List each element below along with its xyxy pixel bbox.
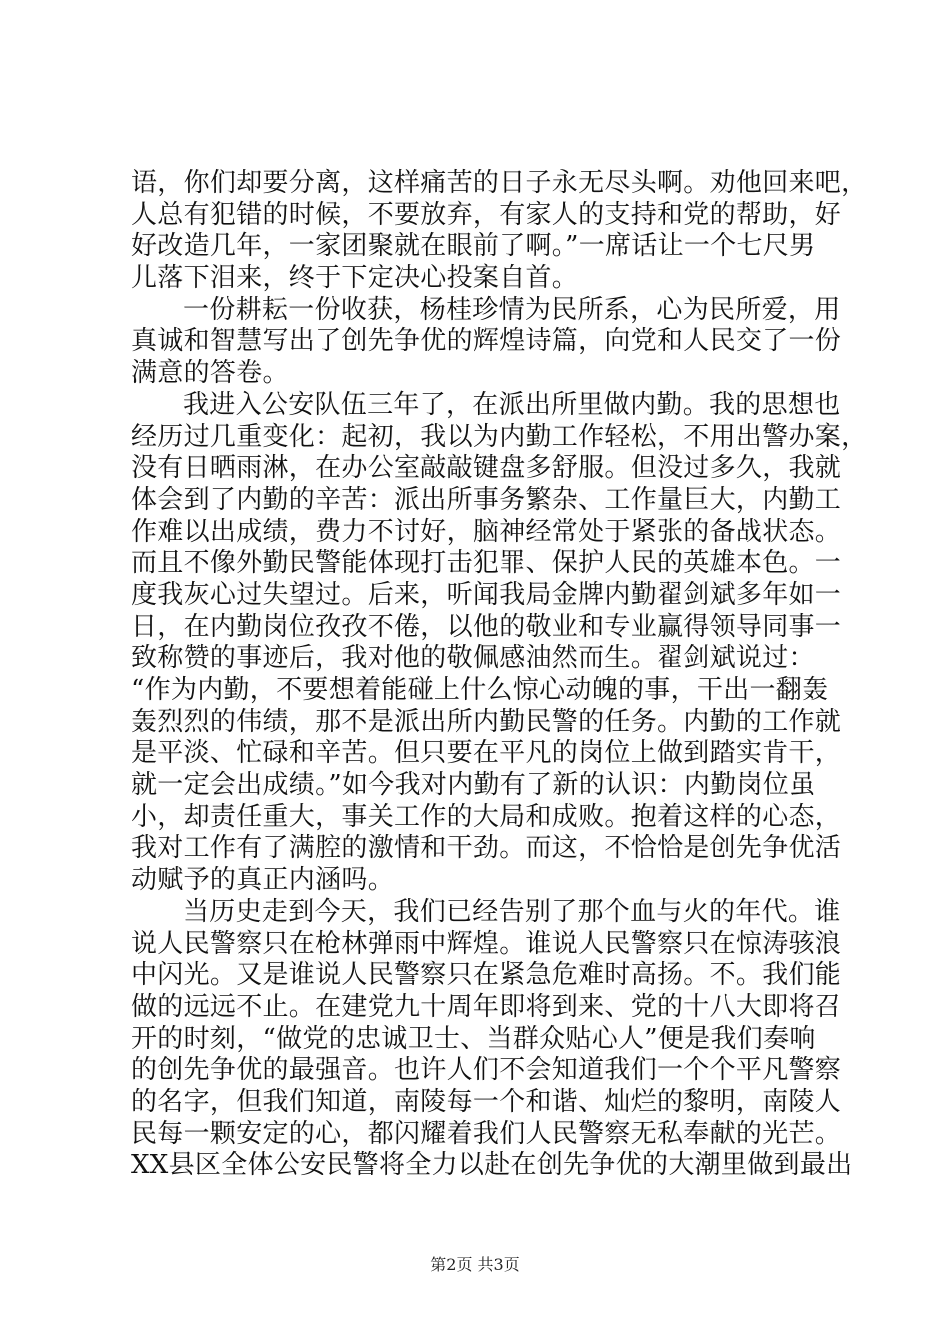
- text-line: 做的远远不止。在建党九十周年即将到来、党的十八大即将召: [131, 991, 842, 1022]
- text-line: 的创先争优的最强音。也许人们不会知道我们一个个平凡警察: [131, 1055, 842, 1086]
- text-line: 就一定会出成绩。”如今我对内勤有了新的认识：内勤岗位虽: [131, 770, 816, 801]
- text-line: 民每一颗安定的心，都闪耀着我们人民警察无私奉献的光芒。: [131, 1118, 842, 1149]
- text-line: 没有日晒雨淋，在办公室敲敲键盘多舒服。但没过多久，我就: [131, 453, 842, 484]
- text-line: 儿落下泪来，终于下定决心投案自首。: [131, 263, 579, 294]
- text-line: 真诚和智慧写出了创先争优的辉煌诗篇，向党和人民交了一份: [131, 326, 842, 357]
- text-line: 而且不像外勤民警能体现打击犯罪、保护人民的英雄本色。一: [131, 548, 842, 579]
- text-line: 体会到了内勤的辛苦：派出所事务繁杂、工作量巨大，内勤工: [131, 484, 842, 515]
- text-line: 人总有犯错的时候，不要放弃，有家人的支持和党的帮助，好: [131, 199, 842, 230]
- text-line: XX县区全体公安民警将全力以赴在创先争优的大潮里做到最出: [131, 1150, 853, 1181]
- text-line: 日，在内勤岗位孜孜不倦，以他的敬业和专业赢得领导同事一: [131, 611, 842, 642]
- text-line: 中闪光。又是谁说人民警察只在紧急危难时高扬。不。我们能: [131, 960, 842, 991]
- text-line: 作难以出成绩，费力不讨好，脑神经常处于紧张的备战状态。: [131, 516, 842, 547]
- text-line: 满意的答卷。: [131, 358, 289, 389]
- text-line: 语，你们却要分离，这样痛苦的日子永无尽头啊。劝他回来吧，: [131, 168, 868, 198]
- text-line: 好改造几年，一家团聚就在眼前了啊。”一席话让一个七尺男: [131, 231, 816, 262]
- text-line: 轰烈烈的伟绩，那不是派出所内勤民警的任务。内勤的工作就: [131, 706, 842, 737]
- text-line: 我进入公安队伍三年了，在派出所里做内勤。我的思想也: [183, 389, 841, 420]
- text-line: “作为内勤，不要想着能碰上什么惊心动魄的事，干出一翻轰: [131, 675, 829, 705]
- paragraph-1: [131, 168, 868, 295]
- text-line: 开的时刻，“做党的忠诚卫士、当群众贴心人”便是我们奏响: [131, 1023, 816, 1054]
- text-line: 小，却责任重大，事关工作的大局和成败。抱着这样的心态，: [131, 801, 842, 832]
- text-line: 度我灰心过失望过。后来，听闻我局金牌内勤翟剑斌多年如一: [131, 579, 842, 610]
- document-body: [131, 168, 868, 1182]
- text-line: 一份耕耘一份收获，杨桂珍情为民所系，心为民所爱，用: [183, 294, 841, 325]
- text-line: 说人民警察只在枪林弹雨中辉煌。谁说人民警察只在惊涛骇浪: [131, 928, 842, 959]
- text-line: 经历过几重变化：起初，我以为内勤工作轻松，不用出警办案，: [131, 421, 868, 452]
- text-line: 致称赞的事迹后，我对他的敬佩感油然而生。翟剑斌说过：: [131, 643, 815, 674]
- paragraph-2: [131, 294, 842, 390]
- paragraph-4: [131, 896, 853, 1182]
- paragraph-3: [131, 389, 868, 897]
- text-line: 动赋予的真正内涵吗。: [131, 865, 395, 896]
- text-line: 的名字，但我们知道，南陵每一个和谐、灿烂的黎明，南陵人: [131, 1086, 842, 1117]
- text-line: 当历史走到今天，我们已经告别了那个血与火的年代。谁: [183, 896, 841, 927]
- page-number-footer: 第2页 共3页: [430, 1255, 520, 1274]
- text-line: 是平淡、忙碌和辛苦。但只要在平凡的岗位上做到踏实肯干，: [131, 738, 842, 769]
- text-line: 我对工作有了满腔的激情和干劲。而这，不恰恰是创先争优活: [131, 833, 842, 864]
